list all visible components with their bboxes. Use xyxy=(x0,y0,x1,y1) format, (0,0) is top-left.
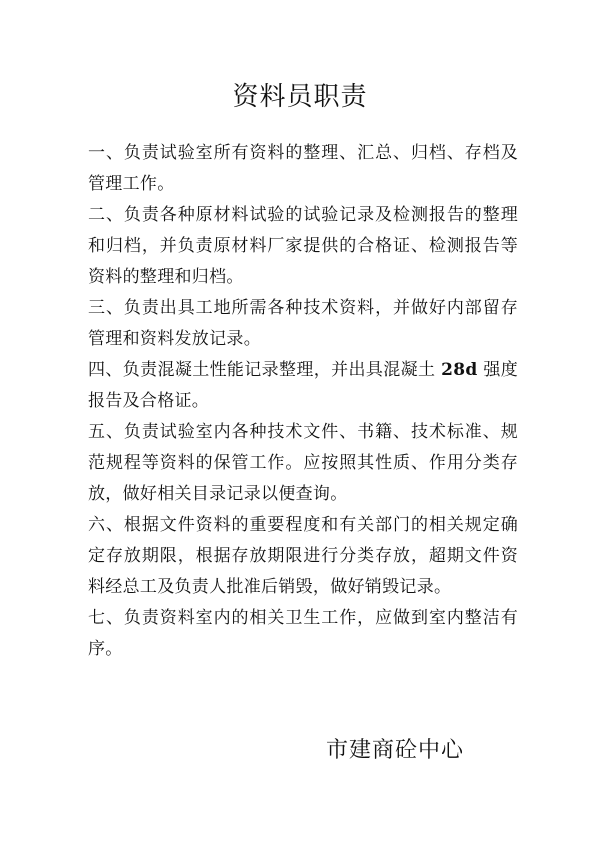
duty-item-3: 三、负责出具工地所需各种技术资料，并做好内部留存管理和资料发放记录。 xyxy=(88,298,518,349)
duty-item-4-strength-age: 28d xyxy=(441,360,478,380)
document-title: 资料员职责 xyxy=(232,82,368,112)
duty-list xyxy=(88,138,518,665)
issuer-signature: 市建商砼中心 xyxy=(326,738,465,763)
duty-item-6: 六、根据文件资料的重要程度和有关部门的相关规定确定存放期限，根据存放期限进行分类存放，超期文件资料经总工及负责人批准后销毁，做好销毁记录。 xyxy=(88,515,518,597)
duty-item-1: 一、负责试验室所有资料的整理、汇总、归档、存档及管理工作。 xyxy=(88,143,518,194)
duty-item-2: 二、负责各种原材料试验的试验记录及检测报告的整理和归档，并负责原材料厂家提供的合格证、检测报告等资料的整理和归档。 xyxy=(88,205,518,287)
duty-item-7: 七、负责资料室内的相关卫生工作，应做到室内整洁有序。 xyxy=(88,608,518,659)
duty-item-4 xyxy=(88,355,518,417)
duty-item-4-text-end: 强度报告及合格证。 xyxy=(88,360,518,411)
duty-item-4-text-start: 四、负责混凝土性能记录整理，并出具混凝土 xyxy=(88,360,442,380)
duty-item-5: 五、负责试验室内各种技术文件、书籍、技术标准、规范规程等资料的保管工作。应按照其性质、作用分类存放，做好相关目录记录以便查询。 xyxy=(88,422,518,504)
